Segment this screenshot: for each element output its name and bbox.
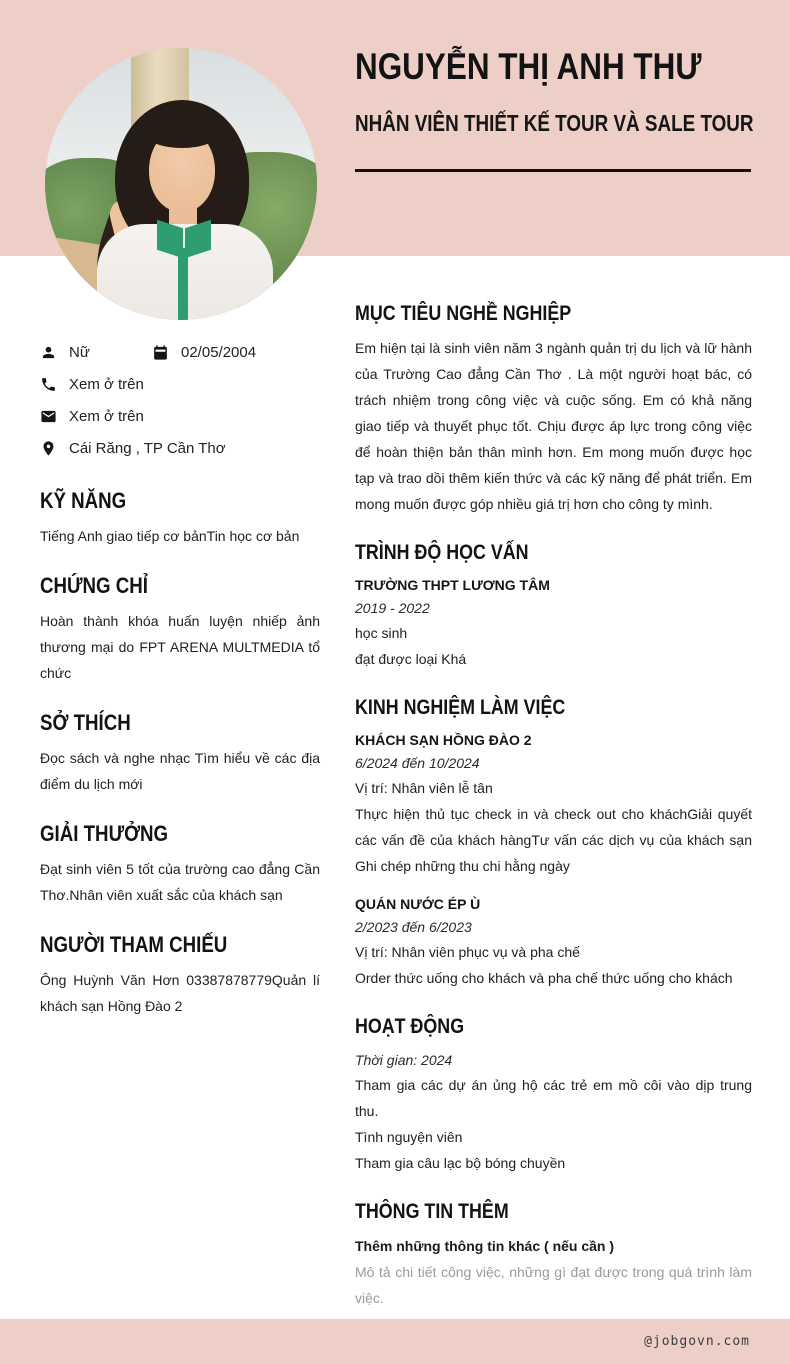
address-value: Cái Răng , TP Cần Thơ — [69, 439, 226, 457]
additional-placeholder-text: Mô tả chi tiết công việc, những gì đạt được trong quá trình làm việc. — [355, 1264, 752, 1306]
section-title-skills: KỸ NĂNG — [40, 488, 127, 513]
skills-text: Tiếng Anh giao tiếp cơ bảnTin học cơ bản — [40, 528, 300, 544]
section-title-objective: MỤC TIÊU NGHỀ NGHIỆP — [355, 302, 572, 325]
gender-value: Nữ — [69, 343, 90, 361]
additional-subtitle: Thêm những thông tin khác ( nếu cần ) — [355, 1238, 615, 1254]
mail-icon — [40, 408, 57, 425]
left-column — [40, 336, 320, 1019]
job-company: QUÁN NƯỚC ÉP Ù — [355, 896, 481, 912]
candidate-name: NGUYỄN THỊ ANH THƯ — [355, 46, 702, 87]
experience-job-1 — [355, 729, 752, 879]
info-row-address — [40, 432, 320, 464]
activity-item: Tình nguyện viên — [355, 1129, 463, 1145]
calendar-icon — [152, 344, 169, 361]
info-row-email — [40, 400, 320, 432]
info-row-phone — [40, 368, 320, 400]
job-description: Thực hiện thủ tục check in và check out cho kháchGiải quyết các vấn đề của khách hàngTư vấn các dịch vụ của khách sạn Ghi chép những thu chi hằng ngày — [355, 806, 752, 874]
phone-value: Xem ở trên — [69, 375, 144, 393]
photo-placket-stripe — [178, 248, 188, 320]
activity-item: Tham gia câu lạc bộ bóng chuyền — [355, 1155, 566, 1171]
section-title-additional: THÔNG TIN THÊM — [355, 1200, 509, 1223]
certificates-text: Hoàn thành khóa huấn luyện nhiếp ảnh thương mại do FPT ARENA MULTMEDIA tổ chức — [40, 613, 320, 681]
awards-text: Đạt sinh viên 5 tốt của trường cao đẳng Cần Thơ.Nhân viên xuất sắc của khách sạn — [40, 861, 320, 903]
person-icon — [40, 344, 57, 361]
hobbies-text: Đọc sách và nghe nhạc Tìm hiểu về các địa điểm du lịch mới — [40, 750, 320, 792]
job-period: 2/2023 đến 6/2023 — [355, 919, 472, 935]
job-position: Vị trí: Nhân viên lễ tân — [355, 780, 493, 796]
education-period: 2019 - 2022 — [355, 600, 430, 616]
section-title-activities: HOẠT ĐỘNG — [355, 1015, 465, 1038]
section-title-awards: GIẢI THƯỞNG — [40, 821, 169, 846]
education-school: TRƯỜNG THPT LƯƠNG TÂM — [355, 577, 550, 593]
section-title-experience: KINH NGHIỆM LÀM VIỆC — [355, 696, 566, 719]
section-title-hobbies: SỞ THÍCH — [40, 710, 131, 735]
activities-time: Thời gian: 2024 — [355, 1052, 453, 1068]
location-pin-icon — [40, 440, 57, 457]
references-text: Ông Huỳnh Văn Hơn 03387878779Quản lí khách sạn Hồng Đào 2 — [40, 972, 320, 1014]
photo-fringe-shape — [145, 118, 219, 148]
job-position: Vị trí: Nhân viên phục vụ và pha chế — [355, 944, 580, 960]
name-block — [355, 46, 754, 172]
section-title-certificates: CHỨNG CHỈ — [40, 573, 148, 598]
education-role: học sinh — [355, 625, 408, 641]
section-title-education: TRÌNH ĐỘ HỌC VẤN — [355, 541, 529, 564]
footer-band — [0, 1319, 790, 1364]
info-row-gender-birthdate — [40, 336, 320, 368]
objective-text: Em hiện tại là sinh viên năm 3 ngành quản trị du lịch và lữ hành của Trường Cao đẳng Cần Thơ . Là một người hoạt bác, có trách nhiệm trong công việc và cuộc sống. Em có khả năng giao tiếp và thuyết phục tốt. Chịu được áp lực trong công việc để hoàn thiện bản thân mình hơn. Em mong muốn được học tạp và trao dồi thêm kiến thức và các kỹ năng để phát triển. Em mong muốn được góp nhiều giá trị hơn cho công ty mình. — [355, 340, 752, 512]
job-company: KHÁCH SẠN HỒNG ĐÀO 2 — [355, 732, 532, 748]
section-title-references: NGƯỜI THAM CHIẾU — [40, 932, 228, 957]
email-value: Xem ở trên — [69, 407, 144, 425]
education-result: đạt được loại Khá — [355, 651, 467, 667]
right-column — [355, 294, 752, 1311]
experience-job-2 — [355, 893, 752, 991]
phone-icon — [40, 376, 57, 393]
header-divider — [355, 169, 751, 172]
watermark-text: @jobgovn.com — [644, 1334, 750, 1349]
profile-photo — [45, 48, 317, 320]
birthdate-value: 02/05/2004 — [181, 343, 257, 361]
activity-item: Tham gia các dự án ủng hộ các trẻ em mồ côi vào dịp trung thu. — [355, 1077, 752, 1119]
job-period: 6/2024 đến 10/2024 — [355, 755, 480, 771]
job-description: Order thức uống cho khách và pha chế thức uống cho khách — [355, 970, 733, 986]
candidate-job-title: NHÂN VIÊN THIẾT KẾ TOUR VÀ SALE TOUR — [355, 110, 754, 136]
